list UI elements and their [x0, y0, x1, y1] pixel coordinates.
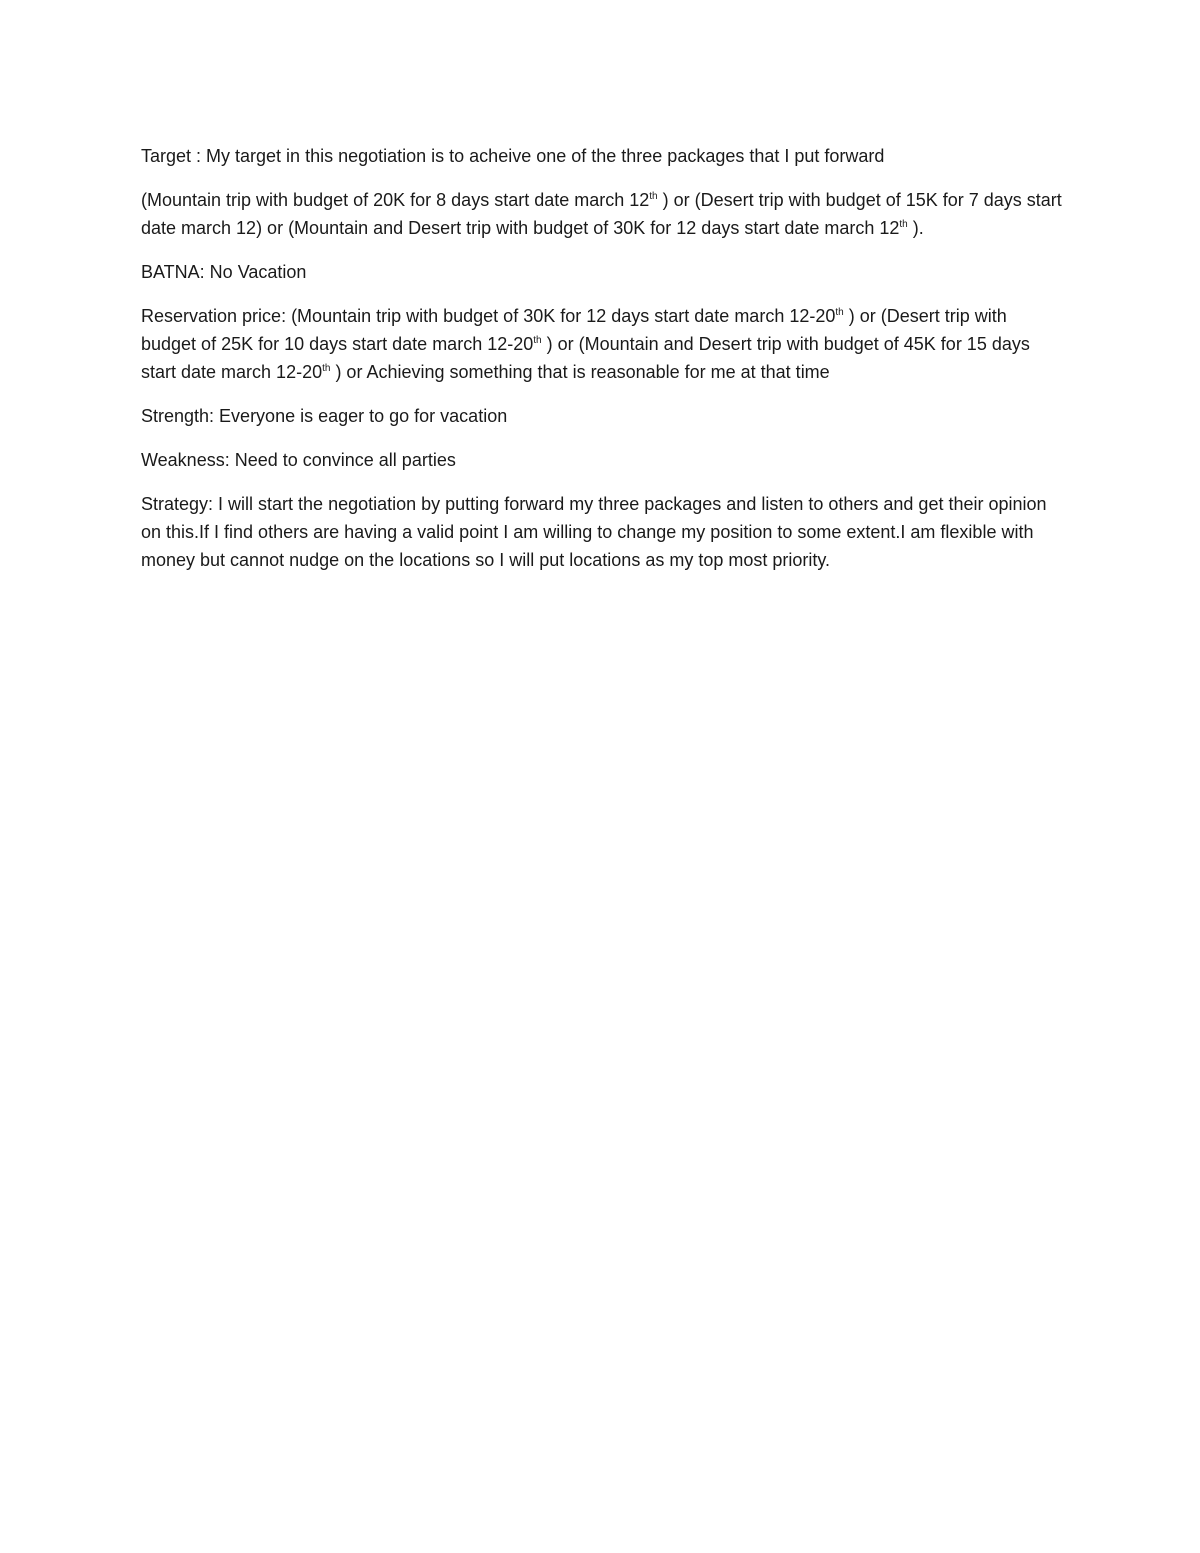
strategy-paragraph: [141, 490, 1066, 574]
reservation-text-4: ) or Achieving something that is reasonable for me at that time: [330, 362, 830, 382]
batna-paragraph: [141, 258, 1066, 286]
weakness-text: Weakness: Need to convince all parties: [141, 450, 456, 470]
document-body: [141, 142, 1066, 590]
package-text-2: ) or (Desert trip with budget of 15K for 7 days start date march 12) or (Mountain and Desert trip with budget of 30K for 12 days start date march 12: [141, 190, 1062, 238]
reservation-text-2: ) or (Desert trip with budget of 25K for 10 days start date march 12-20: [141, 306, 1007, 354]
strength-paragraph: [141, 402, 1066, 430]
ordinal-suffix: th: [835, 307, 844, 318]
package-text-3: ).: [907, 218, 924, 238]
ordinal-suffix: th: [899, 219, 908, 230]
reservation-text-3: ) or (Mountain and Desert trip with budget of 45K for 15 days start date march 12-20: [141, 334, 1030, 382]
strength-text: Strength: Everyone is eager to go for vacation: [141, 406, 508, 426]
target-paragraph: [141, 142, 1066, 170]
reservation-text-1: Reservation price: (Mountain trip with budget of 30K for 12 days start date march 12-20: [141, 306, 836, 326]
target-packages-paragraph: [141, 186, 1066, 242]
weakness-paragraph: [141, 446, 1066, 474]
ordinal-suffix: th: [322, 363, 331, 374]
batna-text: BATNA: No Vacation: [141, 262, 307, 282]
package-text-1: (Mountain trip with budget of 20K for 8 days start date march 12: [141, 190, 650, 210]
strategy-text: Strategy: I will start the negotiation by putting forward my three packages and listen to others and get their opinion on this.If I find others are having a valid point I am willing to change my position to some extent.I am flexible with money but cannot nudge on the locations so I will put locations as my top most priority.: [141, 494, 1047, 570]
ordinal-suffix: th: [649, 191, 658, 202]
reservation-paragraph: [141, 302, 1066, 386]
ordinal-suffix: th: [533, 335, 542, 346]
target-text: Target : My target in this negotiation is to acheive one of the three packages that I put forward: [141, 146, 885, 166]
